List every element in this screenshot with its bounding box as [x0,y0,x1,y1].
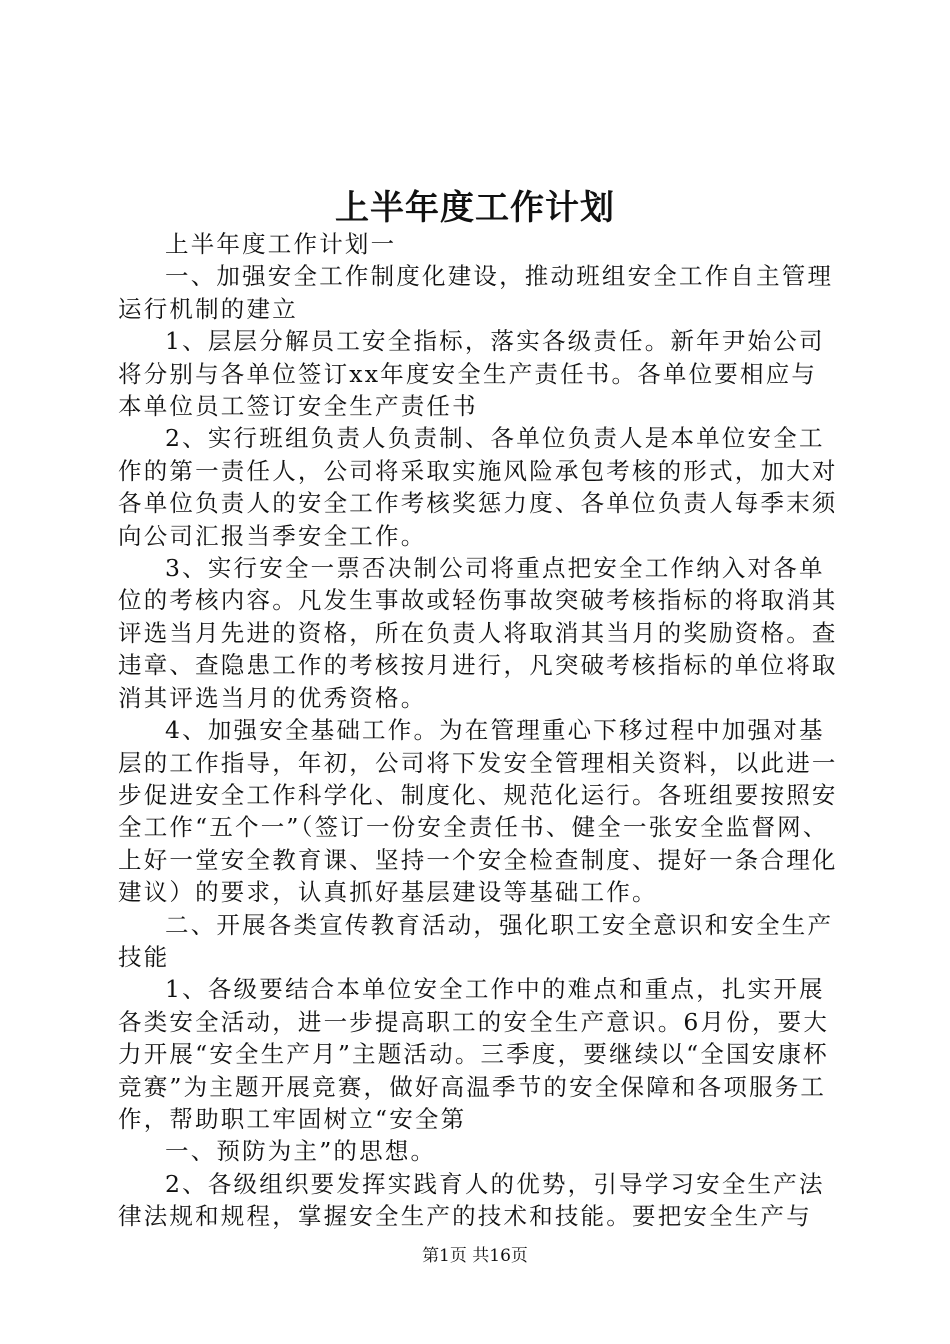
document-title: 上半年度工作计划 [335,188,615,228]
paragraph: 2、实行班组负责人负责制、各单位负责人是本单位安全工作的第一责任人，公司将采取实施风险承包考核的形式，加大对各单位负责人的安全工作考核奖惩力度、各单位负责人每季末须向公司汇报当季安全工作。 [118,424,838,550]
paragraph: 1、各级要结合本单位安全工作中的难点和重点，扎实开展各类安全活动，进一步提高职工的安全生产意识。6月份，要大力开展“安全生产月”主题活动。三季度，要继续以“全国安康杯竞赛”为主题开展竞赛，做好高温季节的安全保障和各项服务工作，帮助职工牢固树立“安全第 [118,975,830,1133]
paragraph: 4、加强安全基础工作。为在管理重心下移过程中加强对基层的工作指导，年初，公司将下发安全管理相关资料，以此进一步促进安全工作科学化、制度化、规范化运行。各班组要按照安全工作“五个一”（签订一份安全责任书、健全一张安全监督网、上好一堂安全教育课、坚持一个安全检查制度、提好一条合理化建议）的要求，认真抓好基层建设等基础工作。 [118,716,838,907]
paragraph: 一、预防为主”的思想。 [165,1137,437,1166]
paragraph: 上半年度工作计划一 [165,230,397,258]
paragraph: 二、开展各类宣传教育活动，强化职工安全意识和安全生产技能 [118,910,834,971]
paragraph: 3、实行安全一票否决制公司将重点把安全工作纳入对各单位的考核内容。凡发生事故或轻伤事故突破考核指标的将取消其评选当月先进的资格，所在负责人将取消其当月的奖励资格。查违章、查隐患工作的考核按月进行，凡突破考核指标的单位将取消其评选当月的优秀资格。 [118,554,838,712]
paragraph: 1、层层分解员工安全指标，落实各级责任。新年尹始公司将分别与各单位签订xx年度安全生产责任书。各单位要相应与本单位员工签订安全生产责任书 [118,327,825,421]
paragraph: 2、各级组织要发挥实践育人的优势，引导学习安全生产法律法规和规程，掌握安全生产的技术和技能。要把安全生产与 [118,1169,825,1231]
document-body [118,228,838,1233]
paragraph: 一、加强安全工作制度化建设，推动班组安全工作自主管理运行机制的建立 [118,262,834,323]
page-number-footer: 第1页 共16页 [422,1246,528,1266]
